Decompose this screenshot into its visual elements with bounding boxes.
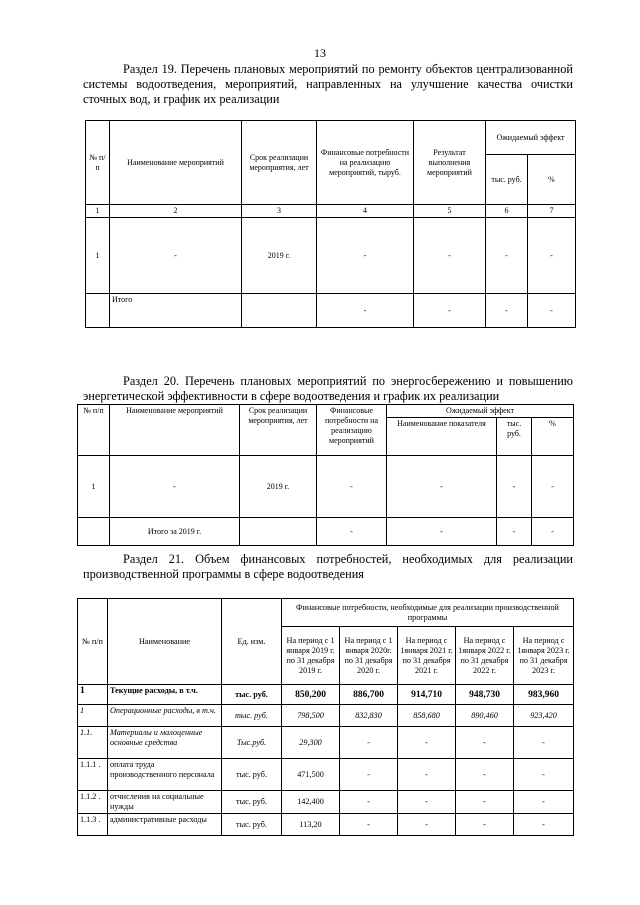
s21-name: оплата труда производственного персонала [108, 759, 222, 791]
s20-cell: - [110, 456, 240, 518]
s20-cell: - [532, 456, 574, 518]
s19-header-effect-rub: тыс. руб. [486, 155, 528, 205]
s20-header-effect-pct: % [532, 418, 574, 456]
s19-header-fin: Финансовые потребности на реализацию мероприятий, тыруб. [317, 121, 414, 205]
table-row [78, 518, 574, 546]
s21-value: 798,500 [282, 705, 340, 727]
s20-total-label: Итого за 2019 г. [110, 518, 240, 546]
page-number: 13 [314, 46, 326, 60]
s21-value: - [398, 791, 456, 814]
s20-header-num: № п/п [78, 405, 110, 456]
s21-num: 1.1.3 . [78, 814, 108, 836]
s21-value: - [514, 759, 574, 791]
s19-cell: - [110, 218, 242, 294]
s20-cell: 2019 г. [240, 456, 317, 518]
s21-value: - [514, 727, 574, 759]
s19-colnum: 7 [528, 205, 576, 218]
s21-value: 948,730 [456, 685, 514, 705]
s21-value: 923,420 [514, 705, 574, 727]
s19-colnum: 6 [486, 205, 528, 218]
s21-header-fin: Финансовые потребности, необходимые для реализации производственной программы [282, 599, 574, 627]
s21-name: Текущие расходы, в т.ч. [108, 685, 222, 705]
s21-header-period: На период с 1января 2022 г. по 31 декабря 2022 г. [456, 627, 514, 685]
s19-cell: - [486, 218, 528, 294]
s21-value: 29,300 [282, 727, 340, 759]
s21-header-period: На период с 1 января 2019 г. по 31 декабря 2019 г. [282, 627, 340, 685]
s20-header-fin: Финансовые потребности на реализацию мероприятий [317, 405, 387, 456]
table-row [78, 456, 574, 518]
s21-header-period: На период с 1 января 2020г. по 31 декабря 2020 г. [340, 627, 398, 685]
s21-value: - [398, 759, 456, 791]
s21-value: - [340, 791, 398, 814]
section20-heading: Раздел 20. Перечень плановых мероприятий по энергосбережению и повышению энергетической эффективности в сфере водоотведения и график их реализации [83, 374, 573, 403]
s21-value: 983,960 [514, 685, 574, 705]
s20-cell: - [387, 518, 497, 546]
section19-table [85, 120, 576, 328]
s20-header-name: Наименование мероприятий [110, 405, 240, 456]
s21-unit: Тыс.руб. [222, 727, 282, 759]
s19-header-effect-pct: % [528, 155, 576, 205]
table-row [78, 727, 574, 759]
s21-unit: тыс. руб. [222, 705, 282, 727]
s19-total-label: Итого [110, 294, 242, 328]
s21-unit: тыс. руб. [222, 791, 282, 814]
s19-header-num: № п/п [86, 121, 110, 205]
s21-header-num: № п/п [78, 599, 108, 685]
s21-name: Операционные расходы, в т.ч. [108, 705, 222, 727]
s19-cell: - [317, 294, 414, 328]
table-row [78, 814, 574, 836]
s19-colnum: 5 [414, 205, 486, 218]
s19-colnum: 3 [242, 205, 317, 218]
s19-colnum: 1 [86, 205, 110, 218]
table-row [78, 685, 574, 705]
section20-table [77, 404, 574, 546]
s21-value: - [456, 791, 514, 814]
s21-value: - [340, 727, 398, 759]
s21-num: 1.1.2 . [78, 791, 108, 814]
section21-table [77, 598, 574, 836]
s21-value: 890,460 [456, 705, 514, 727]
s21-unit: тыс. руб. [222, 814, 282, 836]
s21-value: - [398, 814, 456, 836]
s20-header-effect: Ожидаемый эффект [387, 405, 574, 418]
s21-value: - [340, 814, 398, 836]
s21-name: административные расходы [108, 814, 222, 836]
s21-value: 850,200 [282, 685, 340, 705]
s21-value: - [340, 759, 398, 791]
s20-cell: 1 [78, 456, 110, 518]
s19-header-term: Срок реализации мероприятия, лет [242, 121, 317, 205]
s21-num: 1.1. [78, 727, 108, 759]
s20-header-term: Срок реализации мероприятия, лет [240, 405, 317, 456]
s21-value: 113,20 [282, 814, 340, 836]
s19-cell: - [414, 294, 486, 328]
s21-value: 832,830 [340, 705, 398, 727]
s21-num: 1 [78, 685, 108, 705]
s21-header-unit: Ед. изм. [222, 599, 282, 685]
s20-cell: - [387, 456, 497, 518]
s21-header-period: На период с 1января 2023 г. по 31 декабря 2023 г. [514, 627, 574, 685]
s21-value: - [456, 727, 514, 759]
s21-value: 471,500 [282, 759, 340, 791]
s21-num: 1.1.1 . [78, 759, 108, 791]
s21-num: 1 [78, 705, 108, 727]
s19-cell: - [528, 294, 576, 328]
s21-header-name: Наименование [108, 599, 222, 685]
section21-heading: Раздел 21. Объем финансовых потребностей, необходимых для реализации производственной программы в сфере водоотведения [83, 552, 573, 581]
s19-cell: - [486, 294, 528, 328]
s21-unit: тыс. руб. [222, 685, 282, 705]
s19-cell: - [528, 218, 576, 294]
table-row [78, 759, 574, 791]
s21-value: - [398, 727, 456, 759]
s19-cell: - [414, 218, 486, 294]
s21-value: 142,400 [282, 791, 340, 814]
s19-cell: 2019 г. [242, 218, 317, 294]
s19-colnum: 4 [317, 205, 414, 218]
s20-cell: - [317, 456, 387, 518]
s19-cell: - [317, 218, 414, 294]
s19-header-name: Наименование мероприятий [110, 121, 242, 205]
s21-value: 858,680 [398, 705, 456, 727]
table-row [86, 218, 576, 294]
s20-cell: - [497, 518, 532, 546]
s20-cell: - [532, 518, 574, 546]
s21-value: - [514, 814, 574, 836]
s19-header-effect: Ожидаемый эффект [486, 121, 576, 155]
s21-value: - [456, 814, 514, 836]
s20-cell: - [497, 456, 532, 518]
s20-cell: - [317, 518, 387, 546]
s21-value: - [514, 791, 574, 814]
s21-unit: тыс. руб. [222, 759, 282, 791]
s19-cell: 1 [86, 218, 110, 294]
s20-header-effect-rub: тыс. руб. [497, 418, 532, 456]
s21-value: 886,700 [340, 685, 398, 705]
s21-value: - [456, 759, 514, 791]
s21-name: отчисления на социальные нужды [108, 791, 222, 814]
table-row [86, 294, 576, 328]
s20-header-indicator: Наименование показателя [387, 418, 497, 456]
s21-name: Материалы и малоценные основные средства [108, 727, 222, 759]
s21-header-period: На период с 1января 2021 г. по 31 декабря 2021 г. [398, 627, 456, 685]
section19-heading: Раздел 19. Перечень плановых мероприятий по ремонту объектов централизованной системы водоотведения, мероприятий, направленных на улучшение качества очистки сточных вод, и график их реализации [83, 62, 573, 106]
table-row [78, 791, 574, 814]
table-row [78, 705, 574, 727]
s19-colnum: 2 [110, 205, 242, 218]
s21-value: 914,710 [398, 685, 456, 705]
s19-header-result: Результат выполнения мероприятий [414, 121, 486, 205]
